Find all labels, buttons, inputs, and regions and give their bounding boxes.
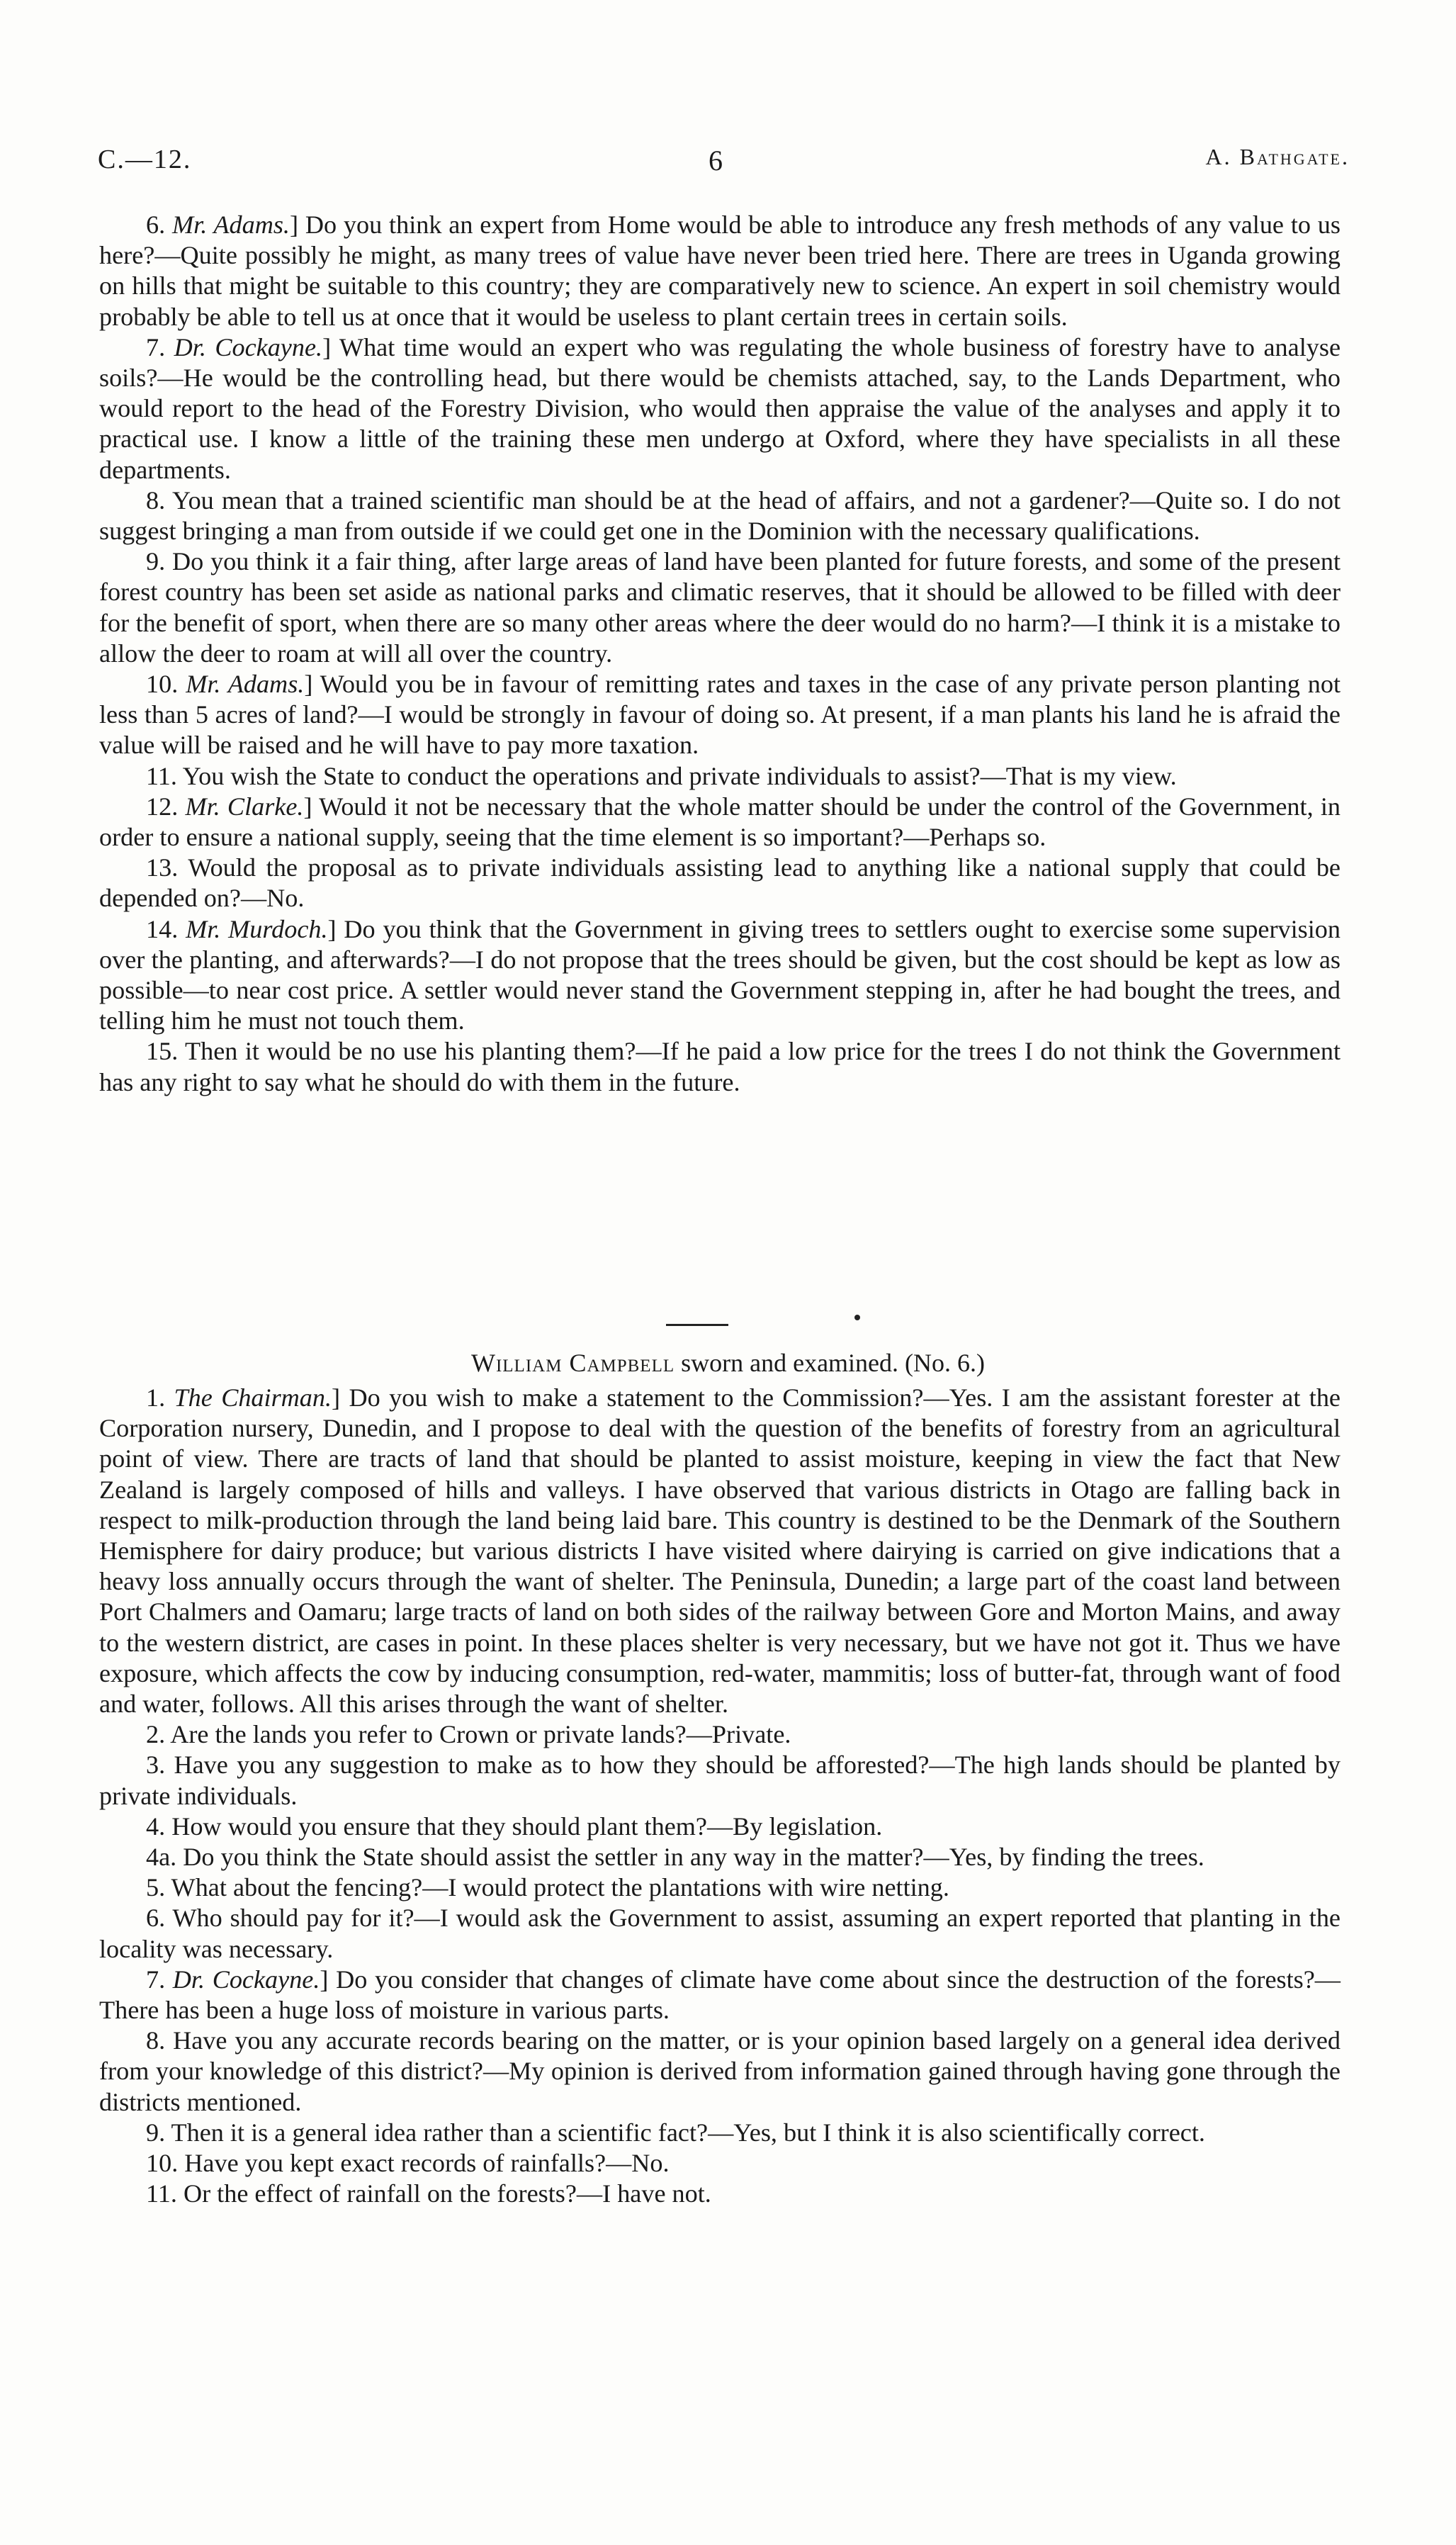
print-speck — [854, 1315, 860, 1320]
witness-heading: William Campbell sworn and examined. (No. 6.) — [470, 1349, 986, 1377]
evidence-section-2 — [99, 1383, 1341, 2209]
question-paragraph: 9. Then it is a general idea rather than a scientific fact?—Yes, but I think it is also scientifically correct. — [146, 2118, 1205, 2147]
speaker-name: Mr. Adams. — [186, 670, 305, 699]
question-paragraph: 6. Who should pay for it?—I would ask the Government to assist, assuming an expert reported that planting in the locality was necessary. — [99, 1904, 1341, 1963]
question-paragraph: 11. You wish the State to conduct the operations and private individuals to assist?—That is my view. — [146, 761, 1177, 790]
question-paragraph: 2. Are the lands you refer to Crown or private lands?—Private. — [146, 1720, 791, 1749]
question-paragraph: 15. Then it would be no use his planting them?—If he paid a low price for the trees I do not think the Government has any right to say what he should do with them in the future. — [99, 1037, 1341, 1096]
question-paragraph: 12. Mr. Clarke.] Would it not be necessary that the whole matter should be under the control of the Government, in order to ensure a national supply, seeing that the time element is so important?—Perhaps so. — [99, 792, 1341, 852]
speaker-name: Dr. Cockayne. — [172, 1965, 320, 1994]
question-paragraph: 8. Have you any accurate records bearing on the matter, or is your opinion based largely on a general idea derived from your knowledge of this district?—My opinion is derived from information gained through having gone through the districts mentioned. — [99, 2026, 1341, 2116]
question-paragraph: 3. Have you any suggestion to make as to how they should be afforested?—The high lands should be planted by private individuals. — [99, 1751, 1341, 1810]
question-paragraph: 10. Have you kept exact records of rainfalls?—No. — [146, 2149, 670, 2178]
question-paragraph: 7. Dr. Cockayne.] What time would an expert who was regulating the whole business of forestry have to analyse soils?—He would be the controlling head, but there would be chemists attached, say, to the Lands Department, who would report to the head of the Forestry Division, who would then appraise the value of the analyses and apply it to practical use. I know a little of the training these men undergo at Oxford, where they have specialists in all these departments. — [99, 332, 1341, 484]
question-paragraph: 4a. Do you think the State should assist the settler in any way in the matter?—Yes, by finding the trees. — [146, 1843, 1204, 1872]
page-number: 6 — [709, 145, 724, 176]
question-paragraph: 10. Mr. Adams.] Would you be in favour of remitting rates and taxes in the case of any private person planting not less than 5 acres of land?—I would be strongly in favour of doing so. At present, if a man plants his land he is afraid the value will be raised and he will have to pay more taxation. — [99, 670, 1341, 760]
witness-name: William Campbell — [470, 1349, 675, 1377]
question-paragraph: 4. How would you ensure that they should plant them?—By legislation. — [146, 1811, 883, 1841]
question-paragraph: 13. Would the proposal as to private individuals assisting lead to anything like a national supply that could be depended on?—No. — [99, 853, 1341, 913]
speaker-name: Dr. Cockayne. — [174, 332, 323, 361]
question-paragraph: 1. The Chairman.] Do you wish to make a statement to the Commission?—Yes. I am the assistant forester at the Corporation nursery, Dunedin, and I propose to deal with the question of the benefits of forestry from an agricultural point of view. There are tracts of land that should be planted to assist moisture, keeping in view the fact that New Zealand is largely composed of hills and valleys. I have observed that various districts in Otago are falling back in respect to milk-production through the land being laid bare. This country is destined to be the Denmark of the Southern Hemisphere for dairy produce; but various districts I have visited where dairying is carried on give indications that a heavy loss annually occurs through the want of shelter. The Peninsula, Dunedin; a large part of the coast land between Port Chalmers and Oamaru; large tracts of land on both sides of the railway between Gore and Morton Mains, and away to the western district, are cases in point. In these places shelter is very necessary, but we have not got it. Thus we have exposure, which affects the cow by inducing consumption, red-water, mammitis; loss of butter-fat, through want of food and water, follows. All this arises through the want of shelter. — [99, 1383, 1341, 1719]
question-paragraph: 14. Mr. Murdoch.] Do you think that the Government in giving trees to settlers ought to exercise some supervision over the planting, and afterwards?—I do not propose that the trees should be given, but the cost should be kept as low as possible—to near cost price. A settler would never stand the Government stepping in, after he had bought the trees, and telling him he must not touch them. — [99, 914, 1341, 1035]
speaker-name: The Chairman. — [174, 1383, 332, 1412]
question-paragraph: 6. Mr. Adams.] Do you think an expert from Home would be able to introduce any fresh methods of any value to us here?—Quite possibly he might, as many trees of value have never been tried here. There are trees in Uganda growing on hills that might be suitable to this country; they are comparatively new to science. An expert in soil chemistry would probably be able to tell us at once that it would be useless to plant certain trees in certain soils. — [99, 210, 1341, 331]
section-divider-rule — [666, 1324, 728, 1326]
question-paragraph: 9. Do you think it a fair thing, after large areas of land have been planted for future forests, and some of the present forest country has been set aside as national parks and climatic reserves, that it should be allowed to be filled with deer for the benefit of sport, when there are so many other areas where the deer would do no harm?—I think it is a mistake to allow the deer to roam at will all over the country. — [99, 547, 1341, 668]
speaker-name: Mr. Murdoch. — [186, 914, 328, 943]
question-paragraph: 7. Dr. Cockayne.] Do you consider that changes of climate have come about since the destruction of the forests?—There has been a huge loss of moisture in various parts. — [99, 1965, 1341, 2025]
running-head-witness: A. Bathgate. — [1205, 144, 1350, 169]
evidence-section-1 — [99, 210, 1341, 1098]
question-paragraph: 11. Or the effect of rainfall on the forests?—I have not. — [146, 2179, 711, 2208]
question-paragraph: 8. You mean that a trained scientific man should be at the head of affairs, and not a gardener?—Quite so. I do not suggest bringing a man from outside if we could get one in the Dominion with the necessary qualifications. — [99, 485, 1341, 546]
paper-number: C.—12. — [98, 145, 192, 174]
speaker-name: Mr. Clarke. — [185, 792, 304, 821]
speaker-name: Mr. Adams. — [171, 210, 290, 239]
question-paragraph: 5. What about the fencing?—I would protect the plantations with wire netting. — [146, 1873, 949, 1902]
